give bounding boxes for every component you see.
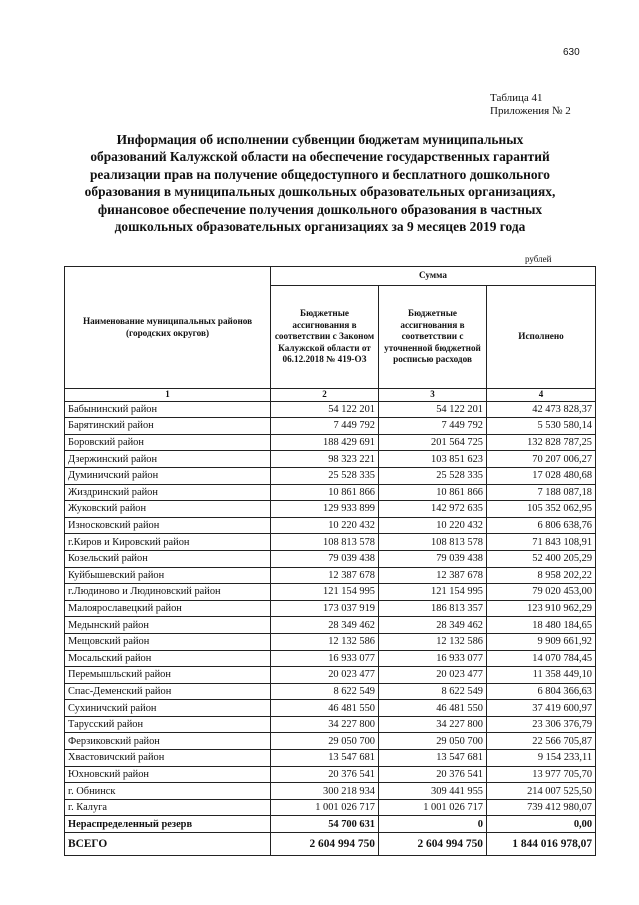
- law-allocation: 25 528 335: [271, 467, 379, 484]
- reserve-executed: 0,00: [487, 816, 596, 833]
- district-name: Жуковский район: [65, 501, 271, 518]
- executed-amount: 123 910 962,29: [487, 600, 596, 617]
- revised-allocation: 201 564 725: [379, 434, 487, 451]
- table-row: [65, 434, 596, 451]
- district-name: Медынский район: [65, 617, 271, 634]
- district-name: Думиничский район: [65, 467, 271, 484]
- law-allocation: 188 429 691: [271, 434, 379, 451]
- page-number: 630: [563, 47, 580, 58]
- law-allocation: 12 387 678: [271, 567, 379, 584]
- law-allocation: 13 547 681: [271, 750, 379, 767]
- law-allocation: 10 861 866: [271, 484, 379, 501]
- table-row: [65, 584, 596, 601]
- table-row: [65, 484, 596, 501]
- revised-allocation: 25 528 335: [379, 467, 487, 484]
- revised-allocation: 7 449 792: [379, 418, 487, 435]
- district-name: Жиздринский район: [65, 484, 271, 501]
- district-name: Юхновский район: [65, 766, 271, 783]
- law-allocation: 7 449 792: [271, 418, 379, 435]
- table-row: [65, 617, 596, 634]
- table-row: [65, 501, 596, 518]
- law-allocation: 79 039 438: [271, 550, 379, 567]
- table-row: [65, 401, 596, 418]
- table-row: [65, 517, 596, 534]
- table-row: [65, 600, 596, 617]
- district-name: Бабынинский район: [65, 401, 271, 418]
- table-row: [65, 799, 596, 816]
- executed-amount: 22 566 705,87: [487, 733, 596, 750]
- reserve-law: 54 700 631: [271, 816, 379, 833]
- revised-allocation: 10 861 866: [379, 484, 487, 501]
- revised-allocation: 108 813 578: [379, 534, 487, 551]
- reserve-row: [65, 816, 596, 833]
- revised-allocation: 28 349 462: [379, 617, 487, 634]
- title-line: финансовое обеспечение получения дошкольного образования в частных: [97, 201, 543, 217]
- total-name: ВСЕГО: [65, 833, 271, 856]
- law-allocation: 10 220 432: [271, 517, 379, 534]
- district-name: Боровский район: [65, 434, 271, 451]
- executed-amount: 13 977 705,70: [487, 766, 596, 783]
- revised-allocation: 1 001 026 717: [379, 799, 487, 816]
- executed-amount: 11 358 449,10: [487, 667, 596, 684]
- district-name: г. Обнинск: [65, 783, 271, 800]
- district-name: Ферзиковский район: [65, 733, 271, 750]
- district-name: г.Людиново и Людиновский район: [65, 584, 271, 601]
- executed-amount: 14 070 784,45: [487, 650, 596, 667]
- executed-amount: 9 154 233,11: [487, 750, 596, 767]
- revised-allocation: 13 547 681: [379, 750, 487, 767]
- law-allocation: 20 023 477: [271, 667, 379, 684]
- table-row: [65, 534, 596, 551]
- executed-amount: 23 306 376,79: [487, 716, 596, 733]
- district-name: г.Киров и Кировский район: [65, 534, 271, 551]
- law-allocation: 300 218 934: [271, 783, 379, 800]
- executed-amount: 37 419 600,97: [487, 700, 596, 717]
- total-revised: 2 604 994 750: [379, 833, 487, 856]
- law-allocation: 1 001 026 717: [271, 799, 379, 816]
- table-row: [65, 716, 596, 733]
- district-name: Куйбышевский район: [65, 567, 271, 584]
- executed-amount: 5 530 580,14: [487, 418, 596, 435]
- revised-allocation: 54 122 201: [379, 401, 487, 418]
- column-number: 4: [487, 389, 596, 402]
- district-name: Хвастовичский район: [65, 750, 271, 767]
- revised-allocation: 10 220 432: [379, 517, 487, 534]
- executed-amount: 9 909 661,92: [487, 633, 596, 650]
- table-row: [65, 451, 596, 468]
- executed-amount: 18 480 184,65: [487, 617, 596, 634]
- law-allocation: 12 132 586: [271, 633, 379, 650]
- district-name: Спас-Деменский район: [65, 683, 271, 700]
- revised-allocation: 12 132 586: [379, 633, 487, 650]
- executed-amount: 6 804 366,63: [487, 683, 596, 700]
- revised-allocation: 12 387 678: [379, 567, 487, 584]
- title-line: реализации прав на получение общедоступного и бесплатного дошкольного: [89, 166, 550, 182]
- table-row: [65, 567, 596, 584]
- header-law-allocations: Бюджетные ассигнования в соответствии с Законом Калужской области от 06.12.2018 № 419-ОЗ: [271, 286, 379, 389]
- district-name: Перемышльский район: [65, 667, 271, 684]
- revised-allocation: 79 039 438: [379, 550, 487, 567]
- revised-allocation: 46 481 550: [379, 700, 487, 717]
- law-allocation: 34 227 800: [271, 716, 379, 733]
- title-line: Информация об исполнении субвенции бюджетам муниципальных: [116, 132, 524, 147]
- revised-allocation: 121 154 995: [379, 584, 487, 601]
- title-line: образований Калужской области на обеспечение государственных гарантий: [90, 149, 550, 165]
- district-name: Барятинский район: [65, 418, 271, 435]
- revised-allocation: 16 933 077: [379, 650, 487, 667]
- reserve-revised: 0: [379, 816, 487, 833]
- executed-amount: 79 020 453,00: [487, 584, 596, 601]
- district-name: Козельский район: [65, 550, 271, 567]
- law-allocation: 98 323 221: [271, 451, 379, 468]
- document-title: [40, 131, 600, 235]
- reserve-name: Нераспределенный резерв: [65, 816, 271, 833]
- table-row: [65, 650, 596, 667]
- subvention-table: [64, 266, 596, 856]
- table-row: [65, 766, 596, 783]
- table-row: [65, 783, 596, 800]
- executed-amount: 70 207 006,27: [487, 451, 596, 468]
- executed-amount: 214 007 525,50: [487, 783, 596, 800]
- total-law: 2 604 994 750: [271, 833, 379, 856]
- table-body: [65, 401, 596, 816]
- revised-allocation: 34 227 800: [379, 716, 487, 733]
- column-number: 1: [65, 389, 271, 402]
- law-allocation: 8 622 549: [271, 683, 379, 700]
- law-allocation: 54 122 201: [271, 401, 379, 418]
- header-revised-allocations: Бюджетные ассигнования в соответствии с уточненной бюджетной росписью расходов: [379, 286, 487, 389]
- law-allocation: 28 349 462: [271, 617, 379, 634]
- law-allocation: 16 933 077: [271, 650, 379, 667]
- table-row: [65, 750, 596, 767]
- revised-allocation: 8 622 549: [379, 683, 487, 700]
- header-sum: Сумма: [271, 267, 596, 286]
- district-name: Малоярославецкий район: [65, 600, 271, 617]
- currency-note: рублей: [525, 254, 552, 264]
- law-allocation: 173 037 919: [271, 600, 379, 617]
- revised-allocation: 20 023 477: [379, 667, 487, 684]
- table-ref-line-1: Таблица 41: [490, 92, 543, 104]
- executed-amount: 52 400 205,29: [487, 550, 596, 567]
- total-row: [65, 833, 596, 856]
- table-row: [65, 667, 596, 684]
- revised-allocation: 309 441 955: [379, 783, 487, 800]
- table-row: [65, 700, 596, 717]
- revised-allocation: 20 376 541: [379, 766, 487, 783]
- header-district-name: Наименование муниципальных районов (городских округов): [65, 267, 271, 389]
- law-allocation: 129 933 899: [271, 501, 379, 518]
- revised-allocation: 142 972 635: [379, 501, 487, 518]
- header-executed: Исполнено: [487, 286, 596, 389]
- table-ref-line-2: Приложения № 2: [490, 105, 571, 117]
- executed-amount: 8 958 202,22: [487, 567, 596, 584]
- executed-amount: 7 188 087,18: [487, 484, 596, 501]
- column-number: 3: [379, 389, 487, 402]
- executed-amount: 739 412 980,07: [487, 799, 596, 816]
- law-allocation: 108 813 578: [271, 534, 379, 551]
- law-allocation: 29 050 700: [271, 733, 379, 750]
- revised-allocation: 103 851 623: [379, 451, 487, 468]
- district-name: Износковский район: [65, 517, 271, 534]
- district-name: Мещовский район: [65, 633, 271, 650]
- district-name: Тарусский район: [65, 716, 271, 733]
- district-name: Дзержинский район: [65, 451, 271, 468]
- table-row: [65, 683, 596, 700]
- law-allocation: 121 154 995: [271, 584, 379, 601]
- law-allocation: 20 376 541: [271, 766, 379, 783]
- column-number: 2: [271, 389, 379, 402]
- executed-amount: 42 473 828,37: [487, 401, 596, 418]
- revised-allocation: 29 050 700: [379, 733, 487, 750]
- district-name: Мосальский район: [65, 650, 271, 667]
- revised-allocation: 186 813 357: [379, 600, 487, 617]
- table-row: [65, 733, 596, 750]
- executed-amount: 132 828 787,25: [487, 434, 596, 451]
- district-name: Сухиничский район: [65, 700, 271, 717]
- table-row: [65, 467, 596, 484]
- executed-amount: 17 028 480,68: [487, 467, 596, 484]
- district-name: г. Калуга: [65, 799, 271, 816]
- table-reference: [490, 92, 571, 118]
- table-row: [65, 633, 596, 650]
- title-line: образования в муниципальных дошкольных образовательных организациях,: [84, 184, 556, 200]
- table-row: [65, 418, 596, 435]
- table-row: [65, 550, 596, 567]
- executed-amount: 105 352 062,95: [487, 501, 596, 518]
- executed-amount: 6 806 638,76: [487, 517, 596, 534]
- total-executed: 1 844 016 978,07: [487, 833, 596, 856]
- executed-amount: 71 843 108,91: [487, 534, 596, 551]
- law-allocation: 46 481 550: [271, 700, 379, 717]
- title-line: дошкольных образовательных организациях за 9 месяцев 2019 года: [114, 219, 526, 235]
